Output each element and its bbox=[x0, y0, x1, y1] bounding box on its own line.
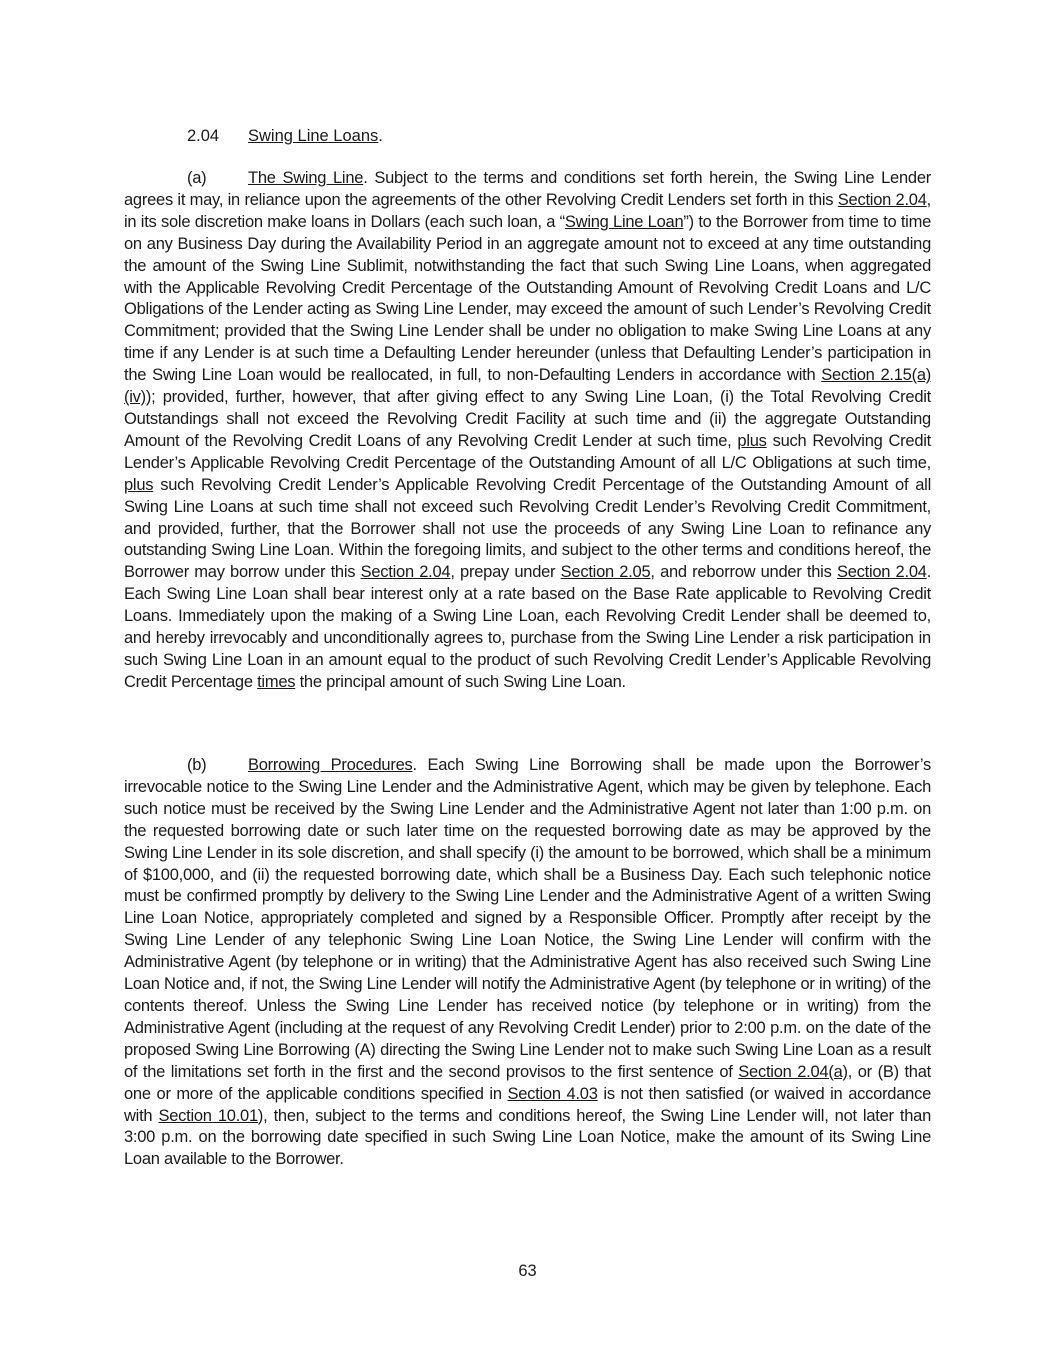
paragraph-b-heading: Borrowing Procedures bbox=[248, 756, 413, 774]
paragraph-b-marker: (b) bbox=[187, 756, 207, 774]
section-reference: Section 2.04 bbox=[836, 563, 927, 582]
paragraph-a-text: , in its sole discretion make loans in Dollars (each such loan, a “ bbox=[124, 190, 931, 231]
section-reference: Section 4.03 bbox=[507, 1084, 598, 1103]
paragraph-a-text: ); provided, further, however, that after giving effect to any Swing Line Loan, (i) the Total Revolving Credit Outstandings shall not exceed the Revolving Credit Facility at such time and (ii) the aggregate Outstanding Amount of the Revolving Credit Loans of any Revolving Credit Lender at such time, bbox=[124, 388, 931, 450]
section-heading bbox=[187, 125, 383, 147]
section-reference: Section 2.15(a)(iv) bbox=[124, 366, 931, 407]
section-reference: Section 2.04 bbox=[360, 563, 451, 582]
paragraph-a-text: , prepay under bbox=[450, 563, 561, 582]
paragraph-b-text: , or (B) that one or more of the applicable conditions specified in bbox=[124, 1062, 931, 1103]
section-reference: Section 10.01 bbox=[158, 1106, 258, 1125]
section-reference: Section 2.05 bbox=[560, 563, 651, 582]
emphasis-times: times bbox=[257, 672, 296, 691]
paragraph-a bbox=[124, 168, 931, 694]
defined-term: Swing Line Loan bbox=[564, 212, 684, 231]
paragraph-a-marker: (a) bbox=[187, 169, 207, 187]
paragraph-b-text: is not then satisfied (or waived in accordance with bbox=[124, 1084, 932, 1125]
paragraph-b bbox=[124, 755, 931, 1171]
paragraph-a-heading: The Swing Line bbox=[248, 169, 364, 187]
paragraph-a-text: the principal amount of such Swing Line Loan. bbox=[295, 672, 626, 691]
paragraph-a-text: , and reborrow under this bbox=[650, 563, 837, 582]
section-number: 2.04 bbox=[187, 127, 220, 145]
paragraph-a-text: . Subject to the terms and conditions set forth herein, the Swing Line Lender agrees it may, in reliance upon the agreements of the other Revolving Credit Lenders set forth in this bbox=[124, 169, 931, 209]
section-reference: Section 2.04(a) bbox=[738, 1062, 848, 1081]
emphasis-plus: plus bbox=[737, 431, 767, 450]
section-title-suffix: . bbox=[378, 127, 383, 145]
section-title: Swing Line Loans bbox=[248, 127, 379, 145]
page-number: 63 bbox=[518, 1262, 537, 1280]
paragraph-a-text: such Revolving Credit Lender’s Applicable Revolving Credit Percentage of the Outstanding Amount of all L/C Obligations at such time, bbox=[124, 431, 931, 472]
paragraph-a-text: . Each Swing Line Loan shall bear interest only at a rate based on the Base Rate applicable to Revolving Credit Loans. Immediately upon the making of a Swing Line Loan, each Revolving Credit Lender shall be deemed to, and hereby irrevocably and unconditionally agrees to, purchase from the Swing Line Lender a risk participation in such Swing Line Loan in an amount equal to the product of such Revolving Credit Lender’s Applicable Revolving Credit Percentage bbox=[124, 563, 932, 691]
paragraph-a-text: ”) to the Borrower from time to time on any Business Day during the Availability Period in an aggregate amount not to exceed at any time outstanding the amount of the Swing Line Sublimit, notwithstanding the fact that such Swing Line Loans, when aggregated with the Applicable Revolving Credit Percentage of the Outstanding Amount of Revolving Credit Loans and L/C Obligations of the Lender acting as Swing Line Lender, may exceed the amount of such Lender’s Revolving Credit Commitment; provided that the Swing Line Lender shall be under no obligation to make Swing Line Loans at any time if any Lender is at such time a Defaulting Lender hereunder (unless that Defaulting Lender’s participation in the Swing Line Loan would be reallocated, in full, to non-Defaulting Lenders in accordance with bbox=[124, 212, 932, 385]
emphasis-plus: plus bbox=[124, 475, 154, 494]
paragraph-b-text: . Each Swing Line Borrowing shall be made upon the Borrower’s irrevocable notice to the Swing Line Lender and the Administrative Agent, which may be given by telephone. Each such notice must be received by the Swing Line Lender and the Administrative Agent not later than 1:00 p.m. on the requested borrowing date or such later time on the requested borrowing date as may be approved by the Swing Line Lender in its sole discretion, and shall specify (i) the amount to be borrowed, which shall be a minimum of $100,000, and (ii) the requested borrowing date, which shall be a Business Day. Each such telephonic notice must be confirmed promptly by delivery to the Swing Line Lender and the Administrative Agent of a written Swing Line Loan Notice, appropriately completed and signed by a Responsible Officer. Promptly after receipt by the Swing Line Lender of any telephonic Swing Line Loan Notice, the Swing Line Lender will confirm with the Administrative Agent (by telephone or in writing) that the Administrative Agent has also received such Swing Line Loan Notice and, if not, the Swing Line Lender will notify the Administrative Agent (by telephone or in writing) of the contents thereof. Unless the Swing Line Lender has received notice (by telephone or in writing) from the Administrative Agent (including at the request of any Revolving Credit Lender) prior to 2:00 p.m. on the date of the proposed Swing Line Borrowing (A) directing the Swing Line Lender not to make such Swing Line Loan as a result of the limitations set forth in the first and the second provisos to the first sentence of bbox=[124, 756, 932, 1081]
section-reference: Section 2.04 bbox=[837, 190, 927, 209]
paragraph-a-text: such Revolving Credit Lender’s Applicable Revolving Credit Percentage of the Outstanding Amount of all Swing Line Loans at such time shall not exceed such Revolving Credit Lender’s Revolving Credit Commitment, and provided, further, that the Borrower shall not use the proceeds of any Swing Line Loan to refinance any outstanding Swing Line Loan. Within the foregoing limits, and subject to the other terms and conditions hereof, the Borrower may borrow under this bbox=[124, 475, 931, 582]
paragraph-b-text: ), then, subject to the terms and conditions hereof, the Swing Line Lender will, not later than 3:00 p.m. on the borrowing date specified in such Swing Line Loan Notice, make the amount of its Swing Line Loan available to the Borrower. bbox=[124, 1106, 931, 1169]
